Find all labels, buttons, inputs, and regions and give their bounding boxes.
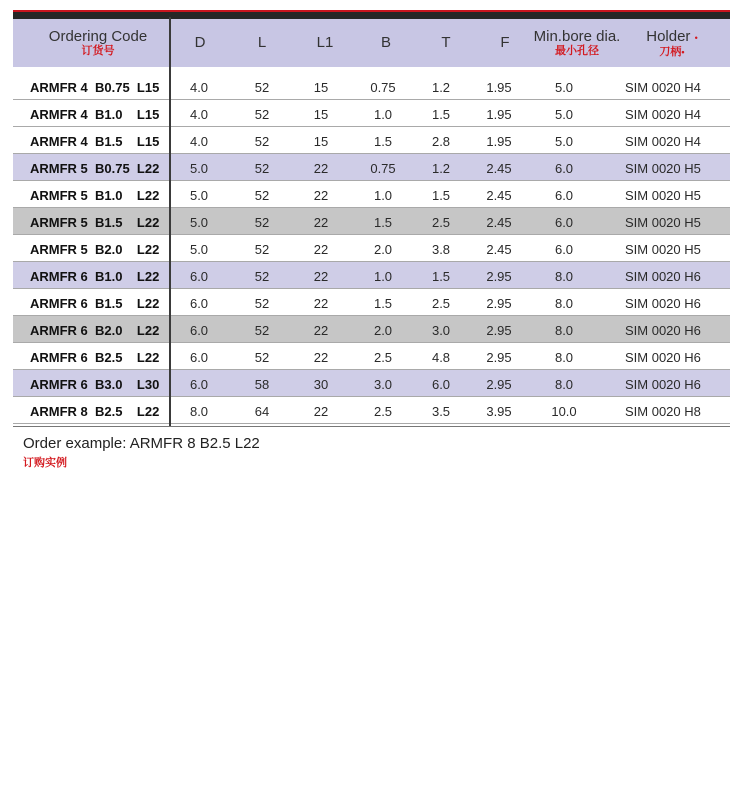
cell-ordering-code: ARMFR 4 B0.75 L15 — [30, 80, 160, 95]
cell-b: 2.5 — [373, 350, 393, 365]
cell-min-bore: 8.0 — [554, 269, 574, 284]
cell-f: 2.95 — [486, 269, 512, 284]
cell-holder: SIM 0020 H8 — [625, 404, 701, 419]
cell-min-bore: 5.0 — [554, 107, 574, 122]
cell-l1: 22 — [313, 215, 329, 230]
cell-holder: SIM 0020 H5 — [625, 188, 701, 203]
cell-d: 6.0 — [189, 296, 209, 311]
cell-min-bore: 8.0 — [554, 323, 574, 338]
cell-l: 52 — [254, 296, 270, 311]
table-row — [13, 343, 730, 370]
cell-b: 0.75 — [370, 80, 396, 95]
cell-d: 5.0 — [189, 188, 209, 203]
table-row — [13, 235, 730, 262]
cell-t: 3.8 — [431, 242, 451, 257]
cell-holder: SIM 0020 H6 — [625, 296, 701, 311]
cell-holder: SIM 0020 H4 — [625, 80, 701, 95]
cell-f: 2.45 — [486, 161, 512, 176]
cell-d: 4.0 — [189, 80, 209, 95]
cell-l: 58 — [254, 377, 270, 392]
cell-l1: 15 — [313, 80, 329, 95]
cell-l1: 22 — [313, 404, 329, 419]
cell-holder: SIM 0020 H5 — [625, 161, 701, 176]
cell-f: 2.95 — [486, 296, 512, 311]
cell-d: 6.0 — [189, 269, 209, 284]
cell-min-bore: 6.0 — [554, 161, 574, 176]
cell-ordering-code: ARMFR 6 B1.5 L22 — [30, 296, 160, 311]
cell-l: 52 — [254, 80, 270, 95]
cell-l: 52 — [254, 323, 270, 338]
cell-b: 1.5 — [373, 134, 393, 149]
header-min-bore — [524, 19, 630, 67]
order-example: Order example: ARMFR 8 B2.5 L22 — [23, 435, 260, 452]
cell-t: 4.8 — [431, 350, 451, 365]
cell-b: 1.5 — [373, 296, 393, 311]
header-d-label: D — [194, 34, 206, 51]
header-l1-label: L1 — [316, 34, 334, 51]
header-f — [485, 19, 525, 67]
header-f-label: F — [500, 34, 510, 51]
table-row — [13, 397, 730, 424]
cell-holder: SIM 0020 H6 — [625, 377, 701, 392]
cell-ordering-code: ARMFR 6 B1.0 L22 — [30, 269, 160, 284]
cell-t: 2.5 — [431, 296, 451, 311]
cell-d: 8.0 — [189, 404, 209, 419]
cell-min-bore: 10.0 — [551, 404, 577, 419]
holder-marker-icon: • — [694, 32, 698, 43]
cell-min-bore: 6.0 — [554, 242, 574, 257]
cell-b: 2.5 — [373, 404, 393, 419]
cell-l1: 22 — [313, 188, 329, 203]
cell-ordering-code: ARMFR 5 B0.75 L22 — [30, 161, 160, 176]
header-holder-text: Holder — [646, 27, 691, 45]
header-t-label: T — [441, 34, 451, 51]
cell-l: 64 — [254, 404, 270, 419]
cell-ordering-code: ARMFR 6 B2.5 L22 — [30, 350, 160, 365]
cell-f: 2.95 — [486, 377, 512, 392]
cell-l1: 15 — [313, 107, 329, 122]
header-l1 — [305, 19, 345, 67]
header-holder-cn — [659, 46, 684, 58]
header-l-label: L — [257, 34, 267, 51]
cell-f: 2.45 — [486, 215, 512, 230]
table-bottom-border — [13, 426, 730, 427]
cell-holder: SIM 0020 H6 — [625, 323, 701, 338]
holder-cn-marker-icon: • — [681, 46, 685, 57]
cell-f: 1.95 — [486, 80, 512, 95]
cell-l1: 22 — [313, 269, 329, 284]
table-row — [13, 289, 730, 316]
order-example-cn: 订购实例 — [23, 457, 67, 469]
cell-l1: 22 — [313, 161, 329, 176]
table-row — [13, 127, 730, 154]
cell-ordering-code: ARMFR 5 B1.0 L22 — [30, 188, 160, 203]
table-row — [13, 262, 730, 289]
cell-holder: SIM 0020 H4 — [625, 134, 701, 149]
column-divider — [169, 17, 171, 427]
cell-f: 1.95 — [486, 107, 512, 122]
top-bar — [13, 10, 730, 19]
table-row — [13, 370, 730, 397]
header-l — [242, 19, 282, 67]
cell-min-bore: 8.0 — [554, 296, 574, 311]
cell-t: 1.2 — [431, 80, 451, 95]
table-row — [13, 181, 730, 208]
cell-d: 5.0 — [189, 242, 209, 257]
cell-t: 1.5 — [431, 269, 451, 284]
cell-t: 1.2 — [431, 161, 451, 176]
cell-d: 6.0 — [189, 350, 209, 365]
cell-b: 3.0 — [373, 377, 393, 392]
cell-b: 1.0 — [373, 188, 393, 203]
header-holder-cn-text: 刀柄 — [659, 45, 682, 58]
cell-d: 6.0 — [189, 323, 209, 338]
cell-t: 1.5 — [431, 188, 451, 203]
cell-l: 52 — [254, 107, 270, 122]
table-row — [13, 154, 730, 181]
cell-f: 2.45 — [486, 242, 512, 257]
table-body — [13, 73, 730, 424]
cell-ordering-code: ARMFR 6 B2.0 L22 — [30, 323, 160, 338]
table-row — [13, 73, 730, 100]
table-row — [13, 208, 730, 235]
table-row — [13, 100, 730, 127]
header-ordering-code-label: Ordering Code — [48, 28, 148, 45]
cell-l: 52 — [254, 134, 270, 149]
header-min-bore-cn: 最小孔径 — [555, 45, 599, 57]
cell-min-bore: 8.0 — [554, 350, 574, 365]
cell-l1: 22 — [313, 350, 329, 365]
cell-l: 52 — [254, 269, 270, 284]
cell-ordering-code: ARMFR 5 B2.0 L22 — [30, 242, 160, 257]
cell-l1: 22 — [313, 242, 329, 257]
cell-min-bore: 5.0 — [554, 80, 574, 95]
cell-holder: SIM 0020 H6 — [625, 269, 701, 284]
cell-min-bore: 8.0 — [554, 377, 574, 392]
cell-l1: 30 — [313, 377, 329, 392]
cell-l: 52 — [254, 242, 270, 257]
cell-d: 4.0 — [189, 134, 209, 149]
cell-b: 2.0 — [373, 323, 393, 338]
cell-ordering-code: ARMFR 5 B1.5 L22 — [30, 215, 160, 230]
cell-t: 1.5 — [431, 107, 451, 122]
header-t — [426, 19, 466, 67]
cell-l1: 22 — [313, 296, 329, 311]
cell-b: 0.75 — [370, 161, 396, 176]
cell-t: 3.0 — [431, 323, 451, 338]
cell-d: 5.0 — [189, 215, 209, 230]
cell-f: 3.95 — [486, 404, 512, 419]
cell-holder: SIM 0020 H6 — [625, 350, 701, 365]
cell-l: 52 — [254, 215, 270, 230]
cell-l: 52 — [254, 188, 270, 203]
cell-l: 52 — [254, 350, 270, 365]
cell-ordering-code: ARMFR 4 B1.0 L15 — [30, 107, 160, 122]
cell-l1: 15 — [313, 134, 329, 149]
cell-t: 6.0 — [431, 377, 451, 392]
cell-d: 5.0 — [189, 161, 209, 176]
header-separator — [13, 67, 730, 72]
cell-ordering-code: ARMFR 4 B1.5 L15 — [30, 134, 160, 149]
cell-t: 2.8 — [431, 134, 451, 149]
cell-holder: SIM 0020 H4 — [625, 107, 701, 122]
table-row — [13, 316, 730, 343]
header-b-label: B — [380, 34, 391, 51]
cell-d: 4.0 — [189, 107, 209, 122]
cell-f: 2.95 — [486, 323, 512, 338]
header-ordering-code — [13, 19, 183, 67]
cell-t: 3.5 — [431, 404, 451, 419]
cell-f: 2.45 — [486, 188, 512, 203]
cell-f: 1.95 — [486, 134, 512, 149]
header-d — [180, 19, 220, 67]
cell-ordering-code: ARMFR 8 B2.5 L22 — [30, 404, 160, 419]
cell-d: 6.0 — [189, 377, 209, 392]
header-holder-label — [646, 29, 698, 46]
header-ordering-code-cn: 订货号 — [81, 45, 115, 57]
cell-min-bore: 5.0 — [554, 134, 574, 149]
header-b — [366, 19, 406, 67]
cell-holder: SIM 0020 H5 — [625, 242, 701, 257]
cell-holder: SIM 0020 H5 — [625, 215, 701, 230]
cell-min-bore: 6.0 — [554, 215, 574, 230]
cell-ordering-code: ARMFR 6 B3.0 L30 — [30, 377, 160, 392]
cell-t: 2.5 — [431, 215, 451, 230]
cell-b: 1.0 — [373, 107, 393, 122]
cell-b: 1.0 — [373, 269, 393, 284]
cell-b: 2.0 — [373, 242, 393, 257]
cell-min-bore: 6.0 — [554, 188, 574, 203]
cell-l1: 22 — [313, 323, 329, 338]
header-min-bore-label: Min.bore dia. — [533, 28, 621, 45]
cell-l: 52 — [254, 161, 270, 176]
header-holder — [636, 19, 708, 67]
cell-f: 2.95 — [486, 350, 512, 365]
cell-b: 1.5 — [373, 215, 393, 230]
